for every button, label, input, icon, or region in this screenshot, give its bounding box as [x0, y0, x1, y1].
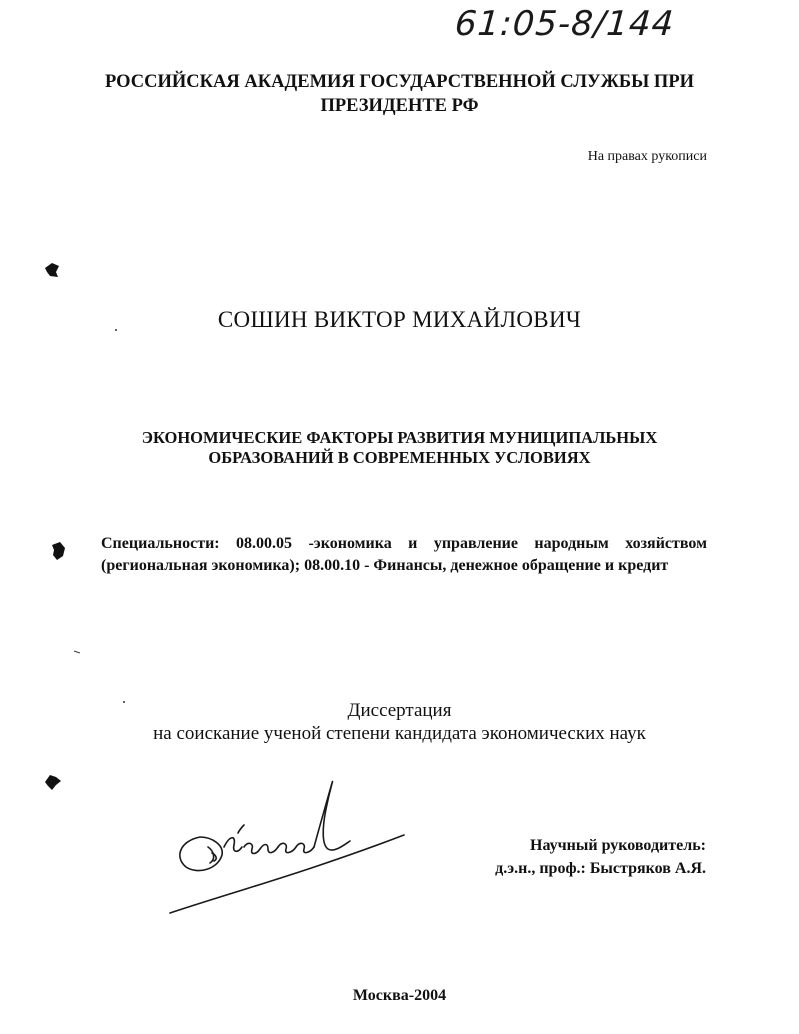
supervisor-block [495, 834, 706, 880]
degree-subtitle: на соискание ученой степени кандидата экономических наук [153, 723, 646, 744]
institution-heading [0, 70, 799, 118]
scan-dot-mark [74, 650, 80, 654]
specialty-text: Специальности: 08.00.05 -экономика и управление народным хозяйством (региональная экономика); 08.00.10 - Финансы, денежное обращение и кредит [101, 535, 707, 574]
manuscript-rights-note: На правах рукописи [587, 149, 707, 164]
scan-speck-mark [48, 540, 68, 562]
title-line-1: ЭКОНОМИЧЕСКИЕ ФАКТОРЫ РАЗВИТИЯ МУНИЦИПАЛЬНЫХ [141, 428, 658, 447]
institution-line-2: ПРЕЗИДЕНТЕ РФ [320, 96, 479, 116]
supervisor-name: д.э.н., проф.: Быстряков А.Я. [495, 860, 706, 877]
author-name: СОШИН ВИКТОР МИХАЙЛОВИЧ [217, 307, 582, 332]
institution-line-1: РОССИЙСКАЯ АКАДЕМИЯ ГОСУДАРСТВЕННОЙ СЛУЖБЫ ПРИ [104, 72, 695, 92]
dissertation-label: Диссертация [347, 700, 452, 721]
supervisor-label: Научный руководитель: [530, 837, 706, 854]
scan-speck-mark [42, 772, 64, 792]
city-year: Москва-2004 [352, 987, 447, 1004]
dissertation-title [0, 428, 799, 468]
scan-speck-mark [42, 260, 62, 280]
title-line-2: ОБРАЗОВАНИЙ В СОВРЕМЕННЫХ УСЛОВИЯХ [208, 448, 591, 467]
handwritten-archive-code: 61:05-8/144 [453, 4, 676, 44]
handwritten-signature [160, 775, 420, 925]
